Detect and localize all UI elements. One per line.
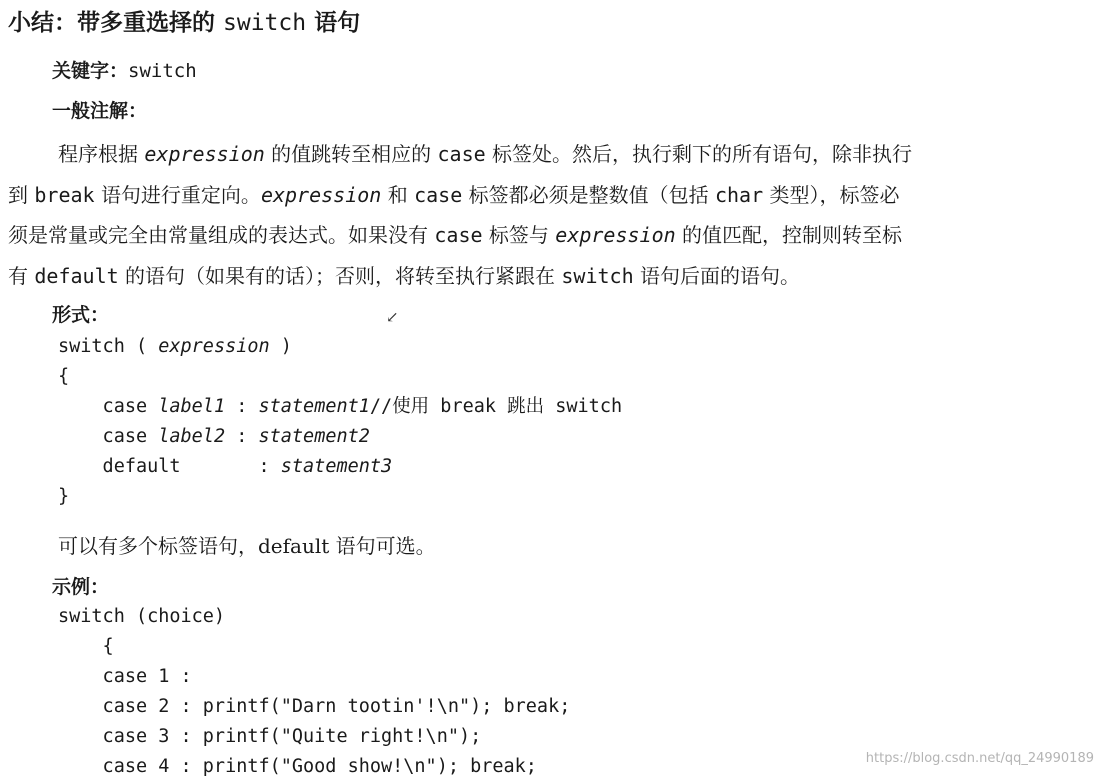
code-line: } (58, 486, 70, 507)
code-line: { (58, 636, 114, 657)
code-line: case 3 : printf("Quite right!\n"); (58, 726, 482, 747)
form-note: 可以有多个标签语句，default 语句可选。 (58, 534, 436, 558)
code-line: case 1 : (58, 666, 192, 687)
explanation-paragraph (8, 134, 1100, 296)
form-heading: 形式： (52, 304, 110, 326)
explanation-line-3: 须是常量或完全由常量组成的表达式。如果没有 case 标签与 expression 的值匹配，控制则转至标 (8, 223, 903, 247)
code-line: case 2 : printf("Darn tootin'!\n"); break; (58, 696, 571, 717)
section-title: 小结：带多重选择的 switch 语句 (8, 10, 361, 36)
explanation-heading: 一般注解： (52, 100, 148, 122)
code-line: switch ( expression ) (58, 336, 292, 357)
code-line: case label2 : statement2 (58, 426, 370, 447)
example-heading: 示例： (52, 576, 110, 598)
code-line: case label1 : statement1//使用 break 跳出 switch (58, 396, 623, 417)
code-line: { (58, 366, 70, 387)
explanation-line-2: 到 break 语句进行重定向。expression 和 case 标签都必须是整数值（包括 char 类型），标签必 (8, 182, 900, 207)
code-line: default : statement3 (58, 456, 393, 477)
watermark: https://blog.csdn.net/qq_24990189 (865, 751, 1094, 766)
keyword-line: 关键字：switch (52, 60, 197, 82)
explanation-line-1: 程序根据 expression 的值跳转至相应的 case 标签处。然后，执行剩下的所有语句，除非执行 (58, 142, 913, 166)
form-code-block (58, 332, 622, 512)
code-line: case 4 : printf("Good show!\n"); break; (58, 756, 537, 777)
cursor-mark: ↙ (386, 308, 399, 326)
example-code-block (58, 602, 570, 782)
explanation-line-4: 有 default 的语句（如果有的话）；否则，将转至执行紧跟在 switch 语句后面的语句。 (8, 263, 800, 288)
code-line: switch (choice) (58, 606, 226, 627)
